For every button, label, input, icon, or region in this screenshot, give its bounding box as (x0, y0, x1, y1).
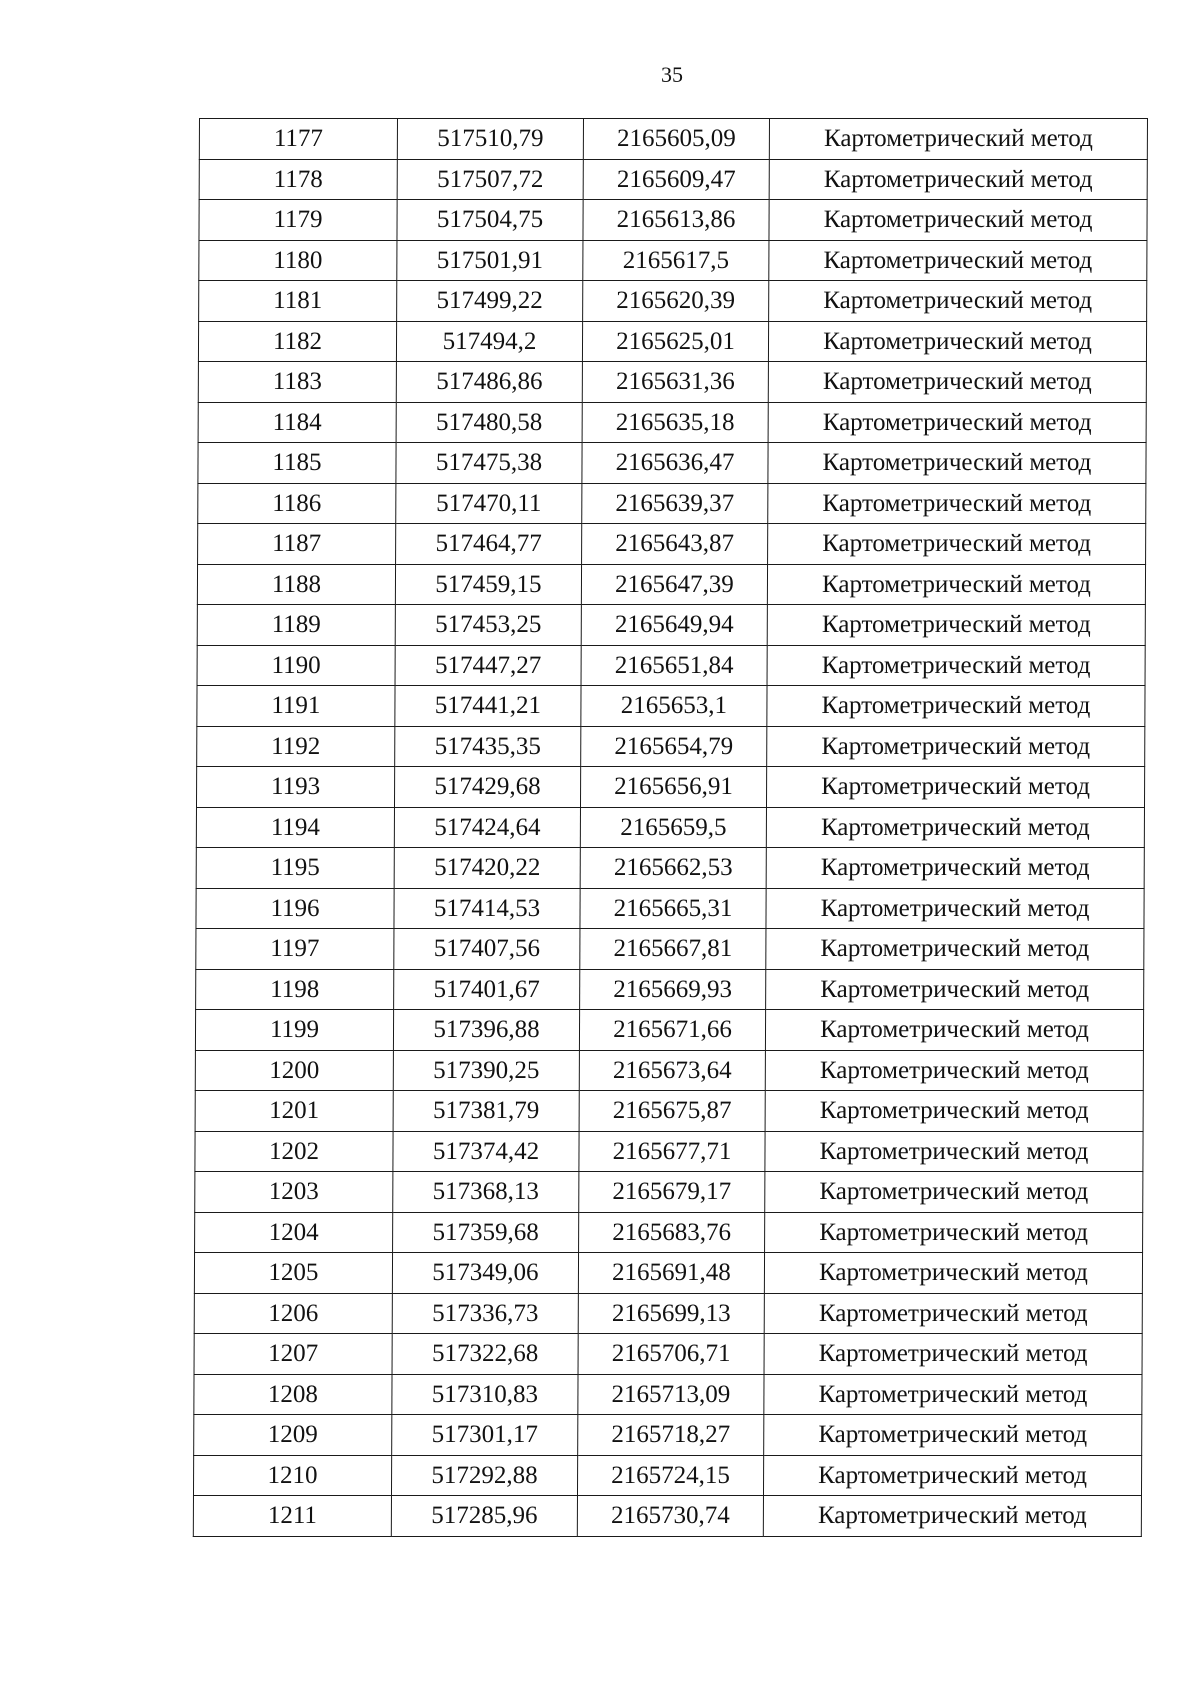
method-cell: Картометрический метод (764, 1253, 1142, 1294)
x-coordinate-cell: 517407,56 (394, 929, 580, 970)
x-coordinate-cell: 517414,53 (394, 888, 580, 929)
point-number-cell: 1189 (197, 605, 395, 646)
x-coordinate-cell: 517322,68 (392, 1334, 578, 1375)
table-row (194, 1253, 1142, 1294)
method-cell: Картометрический метод (764, 1415, 1142, 1456)
table-row (199, 159, 1147, 200)
point-number-cell: 1179 (199, 200, 397, 241)
y-coordinate-cell: 2165656,91 (580, 767, 766, 808)
y-coordinate-cell: 2165706,71 (578, 1334, 764, 1375)
point-number-cell: 1197 (196, 929, 394, 970)
method-cell: Картометрический метод (767, 686, 1145, 727)
table-row (194, 1334, 1142, 1375)
method-cell: Картометрический метод (768, 321, 1146, 362)
y-coordinate-cell: 2165691,48 (578, 1253, 764, 1294)
y-coordinate-cell: 2165677,71 (579, 1131, 765, 1172)
method-cell: Картометрический метод (763, 1455, 1141, 1496)
x-coordinate-cell: 517390,25 (393, 1050, 579, 1091)
point-number-cell: 1194 (196, 807, 394, 848)
point-number-cell: 1210 (193, 1455, 391, 1496)
table-row (197, 726, 1145, 767)
point-number-cell: 1196 (196, 888, 394, 929)
point-number-cell: 1209 (194, 1415, 392, 1456)
method-cell: Картометрический метод (765, 1212, 1143, 1253)
y-coordinate-cell: 2165609,47 (583, 159, 769, 200)
point-number-cell: 1201 (195, 1091, 393, 1132)
method-cell: Картометрический метод (765, 1091, 1143, 1132)
y-coordinate-cell: 2165669,93 (580, 969, 766, 1010)
point-number-cell: 1200 (195, 1050, 393, 1091)
x-coordinate-cell: 517494,2 (396, 321, 582, 362)
table-row (198, 443, 1146, 484)
point-number-cell: 1186 (198, 483, 396, 524)
x-coordinate-cell: 517429,68 (394, 767, 580, 808)
point-number-cell: 1195 (196, 848, 394, 889)
y-coordinate-cell: 2165617,5 (583, 240, 769, 281)
x-coordinate-cell: 517359,68 (393, 1212, 579, 1253)
table-row (196, 848, 1144, 889)
point-number-cell: 1183 (198, 362, 396, 403)
method-cell: Картометрический метод (766, 848, 1144, 889)
y-coordinate-cell: 2165662,53 (580, 848, 766, 889)
table-row (199, 281, 1147, 322)
x-coordinate-cell: 517464,77 (396, 524, 582, 565)
method-cell: Картометрический метод (765, 1131, 1143, 1172)
table-row (195, 1050, 1143, 1091)
table-row (194, 1374, 1142, 1415)
point-number-cell: 1188 (197, 564, 395, 605)
x-coordinate-cell: 517507,72 (397, 159, 583, 200)
method-cell: Картометрический метод (765, 1172, 1143, 1213)
table-row (196, 929, 1144, 970)
page-number: 35 (661, 62, 683, 87)
x-coordinate-cell: 517381,79 (393, 1091, 579, 1132)
table-row (197, 564, 1145, 605)
y-coordinate-cell: 2165659,5 (580, 807, 766, 848)
x-coordinate-cell: 517447,27 (395, 645, 581, 686)
point-number-cell: 1192 (197, 726, 395, 767)
table-row (195, 1010, 1143, 1051)
x-coordinate-cell: 517480,58 (396, 402, 582, 443)
y-coordinate-cell: 2165718,27 (578, 1415, 764, 1456)
x-coordinate-cell: 517459,15 (395, 564, 581, 605)
table-row (194, 1415, 1142, 1456)
method-cell: Картометрический метод (767, 564, 1145, 605)
method-cell: Картометрический метод (765, 1010, 1143, 1051)
point-number-cell: 1208 (194, 1374, 392, 1415)
y-coordinate-cell: 2165636,47 (582, 443, 768, 484)
point-number-cell: 1184 (198, 402, 396, 443)
point-number-cell: 1204 (195, 1212, 393, 1253)
y-coordinate-cell: 2165639,37 (582, 483, 768, 524)
table-row (198, 321, 1146, 362)
method-cell: Картометрический метод (769, 119, 1147, 160)
y-coordinate-cell: 2165699,13 (578, 1293, 764, 1334)
x-coordinate-cell: 517396,88 (393, 1010, 579, 1051)
y-coordinate-cell: 2165665,31 (580, 888, 766, 929)
point-number-cell: 1191 (197, 686, 395, 727)
point-number-cell: 1187 (198, 524, 396, 565)
y-coordinate-cell: 2165654,79 (581, 726, 767, 767)
table-row (193, 1496, 1141, 1537)
method-cell: Картометрический метод (769, 240, 1147, 281)
table-row (199, 200, 1147, 241)
x-coordinate-cell: 517349,06 (392, 1253, 578, 1294)
method-cell: Картометрический метод (767, 726, 1145, 767)
table-row (195, 1172, 1143, 1213)
y-coordinate-cell: 2165643,87 (582, 524, 768, 565)
x-coordinate-cell: 517441,21 (395, 686, 581, 727)
y-coordinate-cell: 2165625,01 (582, 321, 768, 362)
y-coordinate-cell: 2165653,1 (581, 686, 767, 727)
point-number-cell: 1202 (195, 1131, 393, 1172)
table-row (197, 686, 1145, 727)
coordinates-table (193, 118, 1148, 1537)
x-coordinate-cell: 517504,75 (397, 200, 583, 241)
table-row (195, 1131, 1143, 1172)
y-coordinate-cell: 2165683,76 (579, 1212, 765, 1253)
table-row (198, 524, 1146, 565)
y-coordinate-cell: 2165673,64 (579, 1050, 765, 1091)
table-row (198, 483, 1146, 524)
y-coordinate-cell: 2165631,36 (582, 362, 768, 403)
x-coordinate-cell: 517435,35 (395, 726, 581, 767)
point-number-cell: 1181 (199, 281, 397, 322)
table-row (197, 645, 1145, 686)
x-coordinate-cell: 517510,79 (397, 119, 583, 160)
method-cell: Картометрический метод (766, 929, 1144, 970)
y-coordinate-cell: 2165649,94 (581, 605, 767, 646)
y-coordinate-cell: 2165605,09 (583, 119, 769, 160)
y-coordinate-cell: 2165613,86 (583, 200, 769, 241)
method-cell: Картометрический метод (764, 1293, 1142, 1334)
x-coordinate-cell: 517336,73 (392, 1293, 578, 1334)
coordinates-table-wrapper (193, 118, 1147, 1537)
x-coordinate-cell: 517292,88 (391, 1455, 577, 1496)
method-cell: Картометрический метод (768, 483, 1146, 524)
table-row (195, 1091, 1143, 1132)
point-number-cell: 1198 (196, 969, 394, 1010)
point-number-cell: 1211 (193, 1496, 391, 1537)
method-cell: Картометрический метод (768, 402, 1146, 443)
point-number-cell: 1178 (199, 159, 397, 200)
method-cell: Картометрический метод (766, 888, 1144, 929)
method-cell: Картометрический метод (769, 159, 1147, 200)
method-cell: Картометрический метод (768, 362, 1146, 403)
method-cell: Картометрический метод (768, 524, 1146, 565)
point-number-cell: 1190 (197, 645, 395, 686)
method-cell: Картометрический метод (765, 1050, 1143, 1091)
method-cell: Картометрический метод (766, 807, 1144, 848)
table-row (196, 969, 1144, 1010)
x-coordinate-cell: 517368,13 (393, 1172, 579, 1213)
y-coordinate-cell: 2165647,39 (581, 564, 767, 605)
method-cell: Картометрический метод (769, 281, 1147, 322)
x-coordinate-cell: 517501,91 (397, 240, 583, 281)
table-row (196, 807, 1144, 848)
method-cell: Картометрический метод (763, 1496, 1141, 1537)
point-number-cell: 1203 (195, 1172, 393, 1213)
x-coordinate-cell: 517310,83 (392, 1374, 578, 1415)
method-cell: Картометрический метод (766, 969, 1144, 1010)
point-number-cell: 1206 (194, 1293, 392, 1334)
table-row (196, 888, 1144, 929)
x-coordinate-cell: 517374,42 (393, 1131, 579, 1172)
x-coordinate-cell: 517453,25 (395, 605, 581, 646)
table-row (198, 362, 1146, 403)
x-coordinate-cell: 517470,11 (396, 483, 582, 524)
point-number-cell: 1177 (199, 119, 397, 160)
point-number-cell: 1185 (198, 443, 396, 484)
coordinates-table-body (193, 119, 1147, 1537)
y-coordinate-cell: 2165620,39 (583, 281, 769, 322)
x-coordinate-cell: 517475,38 (396, 443, 582, 484)
point-number-cell: 1207 (194, 1334, 392, 1375)
table-row (193, 1455, 1141, 1496)
method-cell: Картометрический метод (764, 1374, 1142, 1415)
y-coordinate-cell: 2165724,15 (577, 1455, 763, 1496)
y-coordinate-cell: 2165730,74 (577, 1496, 763, 1537)
y-coordinate-cell: 2165675,87 (579, 1091, 765, 1132)
x-coordinate-cell: 517424,64 (394, 807, 580, 848)
table-row (198, 402, 1146, 443)
y-coordinate-cell: 2165713,09 (578, 1374, 764, 1415)
x-coordinate-cell: 517285,96 (391, 1496, 577, 1537)
method-cell: Картометрический метод (768, 443, 1146, 484)
point-number-cell: 1182 (198, 321, 396, 362)
point-number-cell: 1205 (194, 1253, 392, 1294)
table-row (199, 119, 1147, 160)
point-number-cell: 1193 (196, 767, 394, 808)
y-coordinate-cell: 2165651,84 (581, 645, 767, 686)
table-row (196, 767, 1144, 808)
x-coordinate-cell: 517301,17 (392, 1415, 578, 1456)
x-coordinate-cell: 517420,22 (394, 848, 580, 889)
table-row (195, 1212, 1143, 1253)
x-coordinate-cell: 517486,86 (396, 362, 582, 403)
y-coordinate-cell: 2165667,81 (580, 929, 766, 970)
method-cell: Картометрический метод (764, 1334, 1142, 1375)
x-coordinate-cell: 517499,22 (397, 281, 583, 322)
x-coordinate-cell: 517401,67 (394, 969, 580, 1010)
table-row (194, 1293, 1142, 1334)
method-cell: Картометрический метод (767, 645, 1145, 686)
point-number-cell: 1180 (199, 240, 397, 281)
table-row (199, 240, 1147, 281)
y-coordinate-cell: 2165679,17 (579, 1172, 765, 1213)
method-cell: Картометрический метод (766, 767, 1144, 808)
table-row (197, 605, 1145, 646)
y-coordinate-cell: 2165671,66 (579, 1010, 765, 1051)
y-coordinate-cell: 2165635,18 (582, 402, 768, 443)
method-cell: Картометрический метод (767, 605, 1145, 646)
point-number-cell: 1199 (195, 1010, 393, 1051)
method-cell: Картометрический метод (769, 200, 1147, 241)
